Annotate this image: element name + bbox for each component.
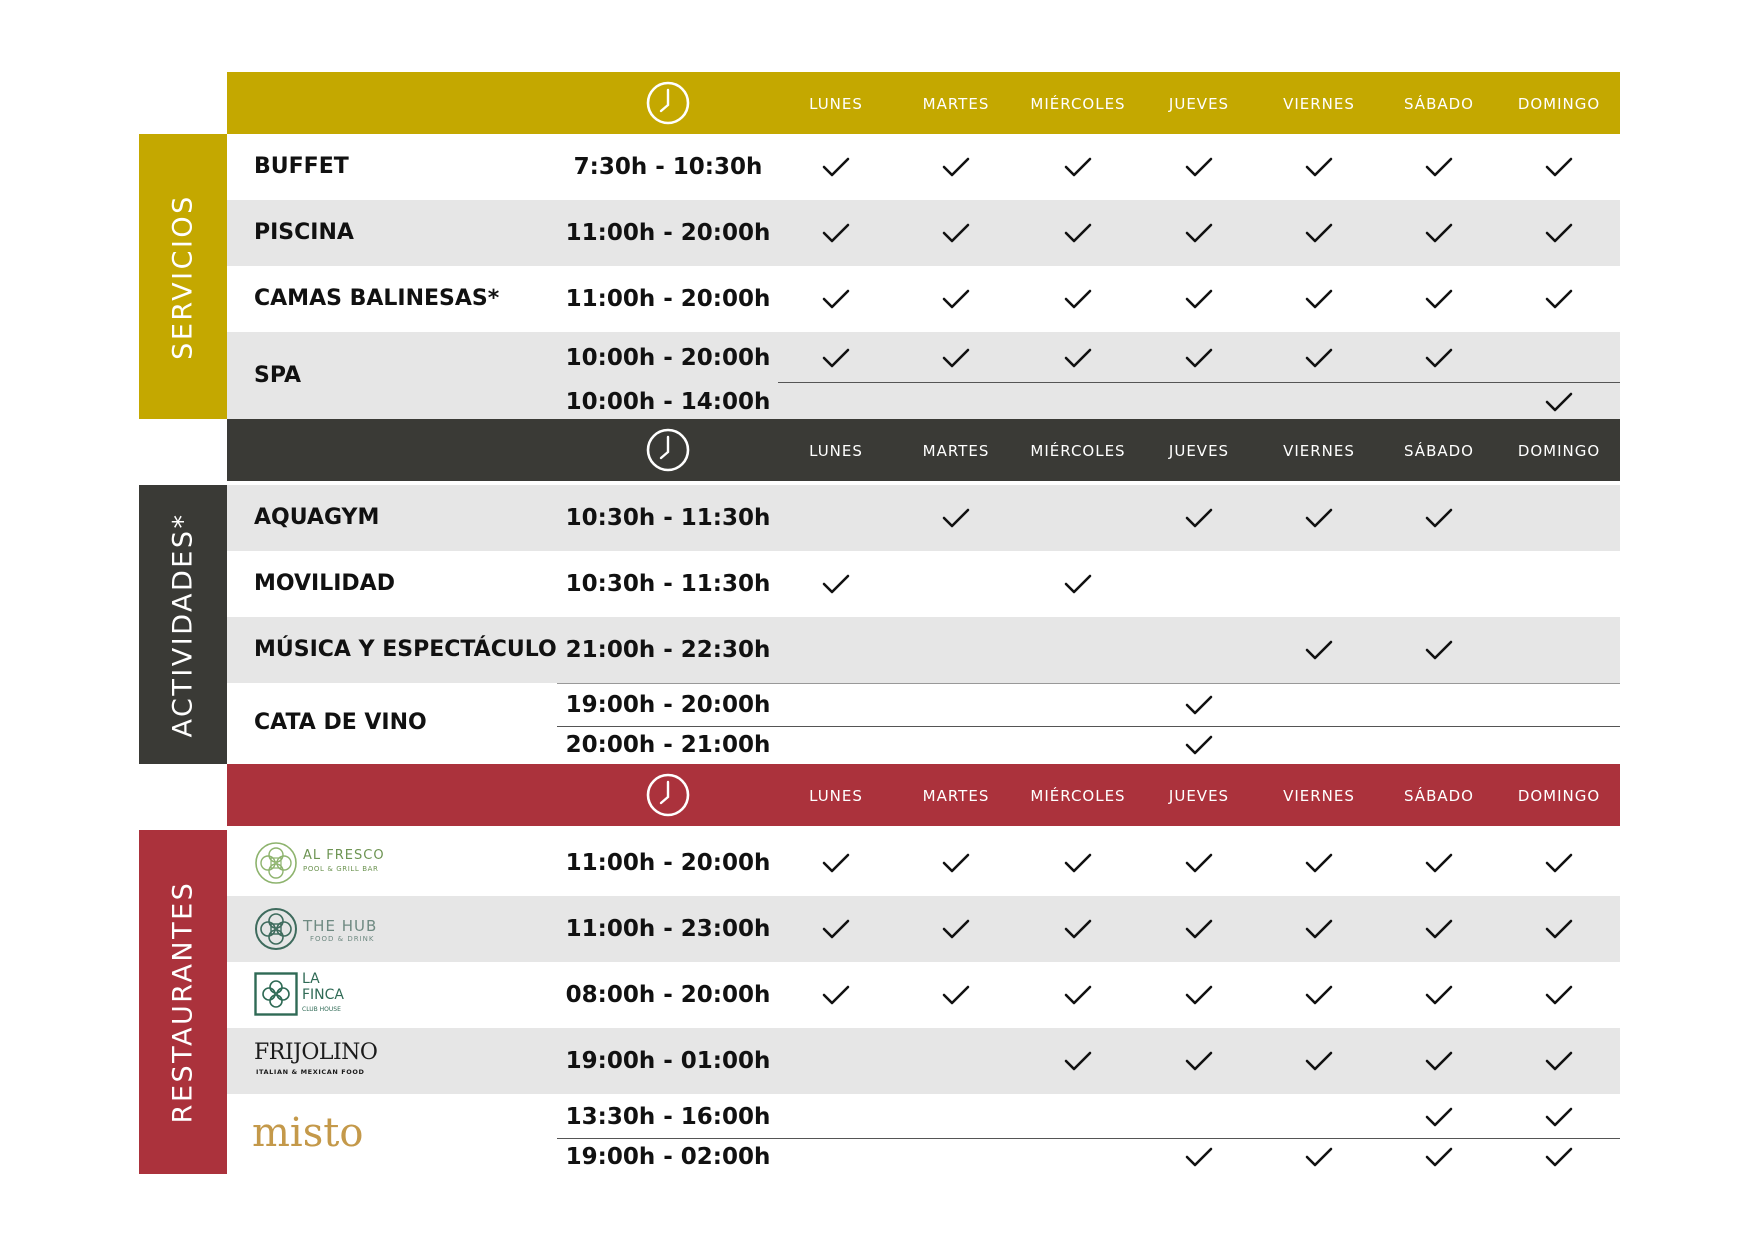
table-row-misto xyxy=(227,1094,1620,1174)
row-label-buffet: BUFFET xyxy=(254,154,349,179)
time-misto-2: 19:00h - 02:00h xyxy=(565,1144,771,1170)
checkmark-icon xyxy=(1063,984,1093,1006)
checkmark-icon xyxy=(1184,852,1214,874)
checkmark-icon xyxy=(1304,156,1334,178)
checkmark-icon xyxy=(1063,852,1093,874)
checkmark-icon xyxy=(821,288,851,310)
al-fresco-sub: POOL & GRILL BAR xyxy=(303,865,379,873)
day-header-lunes: LUNES xyxy=(809,95,863,113)
the-hub-sub: FOOD & DRINK xyxy=(310,935,375,943)
checkmark-icon xyxy=(1544,984,1574,1006)
table-row-frijolino xyxy=(227,1028,1620,1094)
day-header-lunes: LUNES xyxy=(809,442,863,460)
misto-divider xyxy=(557,1138,1620,1139)
checkmark-icon xyxy=(821,222,851,244)
the-hub-name: THE HUB xyxy=(303,917,378,935)
checkmark-icon xyxy=(1544,288,1574,310)
frijolino-logo xyxy=(254,1040,404,1080)
checkmark-icon xyxy=(1063,288,1093,310)
checkmark-icon xyxy=(1544,1146,1574,1168)
checkmark-icon xyxy=(1184,918,1214,940)
cata-divider xyxy=(557,726,1620,727)
checkmark-icon xyxy=(1544,222,1574,244)
clock-icon-servicios xyxy=(646,81,690,125)
time-buffet: 7:30h - 10:30h xyxy=(573,154,763,180)
restaurantes-title: RESTAURANTES xyxy=(167,880,199,1124)
day-header-jueves: JUEVES xyxy=(1168,787,1230,805)
la-finca-sub: CLUB HOUSE xyxy=(302,1006,341,1013)
checkmark-icon xyxy=(1544,852,1574,874)
table-row-cata xyxy=(227,683,1620,764)
time-alfresco: 11:00h - 20:00h xyxy=(565,850,771,876)
checkmark-icon xyxy=(1184,156,1214,178)
frijolino-sub: ITALIAN & MEXICAN FOOD xyxy=(256,1068,365,1076)
checkmark-icon xyxy=(1424,288,1454,310)
checkmark-icon xyxy=(1304,288,1334,310)
time-camas: 11:00h - 20:00h xyxy=(565,286,771,312)
row-label-aquagym: AQUAGYM xyxy=(254,505,380,530)
day-header-domingo: DOMINGO xyxy=(1517,442,1601,460)
checkmark-icon xyxy=(1544,918,1574,940)
day-header-miercoles: MIÉRCOLES xyxy=(1030,95,1126,113)
row-label-camas: CAMAS BALINESAS* xyxy=(254,286,500,311)
checkmark-icon xyxy=(1304,984,1334,1006)
servicios-title: SERVICIOS xyxy=(167,193,199,360)
checkmark-icon xyxy=(1304,507,1334,529)
checkmark-icon xyxy=(821,852,851,874)
checkmark-icon xyxy=(941,347,971,369)
clock-icon-restaurantes xyxy=(646,773,690,817)
day-header-viernes: VIERNES xyxy=(1283,787,1355,805)
checkmark-icon xyxy=(941,984,971,1006)
day-header-sabado: SÁBADO xyxy=(1404,95,1474,113)
day-header-jueves: JUEVES xyxy=(1168,442,1230,460)
la-finca-emblem-icon xyxy=(254,972,298,1016)
checkmark-icon xyxy=(821,918,851,940)
day-header-domingo: DOMINGO xyxy=(1517,95,1601,113)
checkmark-icon xyxy=(1424,852,1454,874)
table-row-movilidad xyxy=(227,551,1620,617)
the-hub-emblem-icon xyxy=(254,907,298,951)
time-spa-1: 10:00h - 20:00h xyxy=(565,345,771,371)
la-finca-name-2: FINCA xyxy=(302,987,345,1003)
checkmark-icon xyxy=(941,507,971,529)
cata-divider-top xyxy=(557,683,1620,684)
time-piscina: 11:00h - 20:00h xyxy=(565,220,771,246)
servicios-side-label xyxy=(139,134,227,419)
time-cata-1: 19:00h - 20:00h xyxy=(565,692,771,718)
checkmark-icon xyxy=(1184,1050,1214,1072)
time-misto-1: 13:30h - 16:00h xyxy=(565,1104,771,1130)
table-row-thehub xyxy=(227,896,1620,962)
row-label-movilidad: MOVILIDAD xyxy=(254,571,395,596)
checkmark-icon xyxy=(1184,694,1214,716)
checkmark-icon xyxy=(1424,222,1454,244)
checkmark-icon xyxy=(1304,852,1334,874)
checkmark-icon xyxy=(1184,288,1214,310)
checkmark-icon xyxy=(941,918,971,940)
checkmark-icon xyxy=(1063,1050,1093,1072)
row-label-cata: CATA DE VINO xyxy=(254,710,427,735)
checkmark-icon xyxy=(1544,1106,1574,1128)
misto-logo xyxy=(252,1110,402,1160)
al-fresco-name: AL FRESCO xyxy=(303,848,385,863)
restaurantes-side-label xyxy=(139,830,227,1174)
checkmark-icon xyxy=(941,288,971,310)
checkmark-icon xyxy=(1544,156,1574,178)
day-header-miercoles: MIÉRCOLES xyxy=(1030,787,1126,805)
checkmark-icon xyxy=(1063,918,1093,940)
checkmark-icon xyxy=(1304,347,1334,369)
checkmark-icon xyxy=(1184,734,1214,756)
la-finca-name-1: LA xyxy=(302,971,320,987)
table-row-aquagym xyxy=(227,485,1620,551)
checkmark-icon xyxy=(821,347,851,369)
spa-divider xyxy=(778,382,1620,383)
checkmark-icon xyxy=(1424,156,1454,178)
the-hub-logo xyxy=(254,907,404,951)
time-aquagym: 10:30h - 11:30h xyxy=(565,505,771,531)
row-label-spa: SPA xyxy=(254,363,301,388)
checkmark-icon xyxy=(1424,1146,1454,1168)
actividades-side-label xyxy=(139,485,227,764)
time-spa-2: 10:00h - 14:00h xyxy=(565,389,771,415)
day-header-lunes: LUNES xyxy=(809,787,863,805)
day-header-domingo: DOMINGO xyxy=(1517,787,1601,805)
checkmark-icon xyxy=(1184,222,1214,244)
checkmark-icon xyxy=(1304,222,1334,244)
time-lafinca: 08:00h - 20:00h xyxy=(565,982,771,1008)
time-movilidad: 10:30h - 11:30h xyxy=(565,571,771,597)
checkmark-icon xyxy=(1304,918,1334,940)
al-fresco-logo xyxy=(254,841,404,885)
checkmark-icon xyxy=(941,852,971,874)
misto-name: misto xyxy=(252,1110,364,1156)
time-cata-2: 20:00h - 21:00h xyxy=(565,732,771,758)
actividades-title: ACTIVIDADES* xyxy=(167,511,199,738)
checkmark-icon xyxy=(1184,507,1214,529)
checkmark-icon xyxy=(1063,347,1093,369)
checkmark-icon xyxy=(1063,156,1093,178)
al-fresco-emblem-icon xyxy=(254,841,298,885)
checkmark-icon xyxy=(941,156,971,178)
checkmark-icon xyxy=(1063,222,1093,244)
day-header-viernes: VIERNES xyxy=(1283,95,1355,113)
day-header-sabado: SÁBADO xyxy=(1404,442,1474,460)
day-header-martes: MARTES xyxy=(922,95,990,113)
table-row-lafinca xyxy=(227,962,1620,1028)
table-row-buffet xyxy=(227,134,1620,200)
checkmark-icon xyxy=(1184,1146,1214,1168)
day-header-sabado: SÁBADO xyxy=(1404,787,1474,805)
table-row-spa xyxy=(227,332,1620,419)
day-header-martes: MARTES xyxy=(922,787,990,805)
frijolino-name: FRIJOLINO xyxy=(254,1040,378,1065)
time-thehub: 11:00h - 23:00h xyxy=(565,916,771,942)
checkmark-icon xyxy=(1424,347,1454,369)
checkmark-icon xyxy=(821,984,851,1006)
checkmark-icon xyxy=(1304,1050,1334,1072)
checkmark-icon xyxy=(1063,573,1093,595)
checkmark-icon xyxy=(1424,639,1454,661)
checkmark-icon xyxy=(1424,984,1454,1006)
table-row-alfresco xyxy=(227,830,1620,896)
checkmark-icon xyxy=(821,156,851,178)
time-frijolino: 19:00h - 01:00h xyxy=(565,1048,771,1074)
checkmark-icon xyxy=(1424,1106,1454,1128)
day-header-miercoles: MIÉRCOLES xyxy=(1030,442,1126,460)
checkmark-icon xyxy=(1544,1050,1574,1072)
checkmark-icon xyxy=(1544,391,1574,413)
checkmark-icon xyxy=(1304,639,1334,661)
checkmark-icon xyxy=(1184,984,1214,1006)
day-header-viernes: VIERNES xyxy=(1283,442,1355,460)
checkmark-icon xyxy=(1424,507,1454,529)
la-finca-logo xyxy=(254,972,404,1018)
day-header-jueves: JUEVES xyxy=(1168,95,1230,113)
checkmark-icon xyxy=(941,222,971,244)
day-header-martes: MARTES xyxy=(922,442,990,460)
checkmark-icon xyxy=(1184,347,1214,369)
clock-icon-actividades xyxy=(646,428,690,472)
checkmark-icon xyxy=(821,573,851,595)
table-row-piscina xyxy=(227,200,1620,266)
checkmark-icon xyxy=(1424,1050,1454,1072)
row-label-piscina: PISCINA xyxy=(254,220,354,245)
time-musica: 21:00h - 22:30h xyxy=(565,637,771,663)
checkmark-icon xyxy=(1424,918,1454,940)
row-label-musica: MÚSICA Y ESPECTÁCULO xyxy=(254,637,557,662)
checkmark-icon xyxy=(1304,1146,1334,1168)
